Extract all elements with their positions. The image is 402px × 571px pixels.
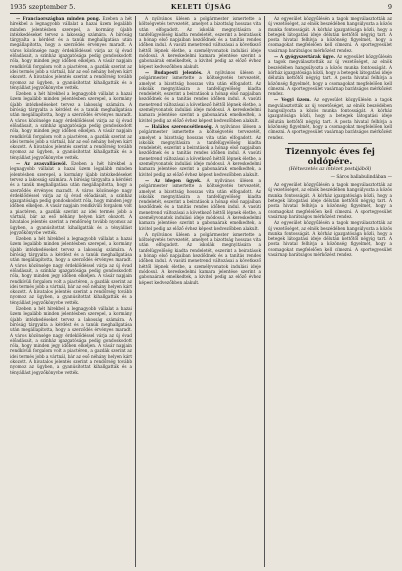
article-lead: — Halálos szerencsétlenség.: [145, 123, 214, 129]
article-body: A nyilvános ülésen a polgármester ismertette a költségvetés tervezetét, amelyet a bizottság hosszas vita után elfogadott. Az iskolák megnyitására a tanfelügyelőség kiadta rendeletét, eszerint a beiratások a hónap első napjaiban kezdődnek és a tanítás rendes időben indul. A vasúti menetrend változásai a következő héttől lépnek életbe, a személyvonatok indulási ideje módosul. A kereskedelmi kamara jelentése szerint a gabonaárak emelkedtek, a kivitel pedig az előző évhez képest kedvezőbben alakult.: [139, 177, 261, 231]
article-lead: — Az idegen ügyek.: [145, 177, 202, 183]
article-body: A nyilvános ülésen a polgármester ismertette a költségvetés tervezetét, amelyet a bizottság hosszas vita után elfogadott. Az iskolák megnyitására a tanfelügyelőség kiadta rendeletét, eszerint a beiratások a hónap első napjaiban kezdődnek és a tanítás rendes időben indul. A vasúti menetrend változásai a következő héttől lépnek életbe, a személyvonatok indulási ideje módosul. A kereskedelmi kamara jelentése szerint a gabonaárak emelkedtek, a kivitel pedig az előző évhez képest kedvezőbben alakult.: [139, 231, 261, 285]
article-body: Az egyesület közgyűlésén a tagok megválasztották az új vezetőséget, az elnök beszédében hangsúlyozta a közös munka fontosságát. A kórház igazgatósága közli, hogy a betegek látogatási ideje délután kettőtől négyig tart. A posta hivatal felhívja a közönség figyelmét, hogy a csomagokat megfelelően kell címezni. A sportegyesület vasárnap barátságos mérkőzést rendez.: [268, 182, 392, 219]
section-separator: [288, 143, 372, 144]
article-body: A nyilvános ülésen a polgármester ismertette a költségvetés tervezetét, amelyet a bizottság hosszas vita után elfogadott. Az iskolák megnyitására a tanfelügyelőség kiadta rendeletét, eszerint a beiratások a hónap első napjaiban kezdődnek és a tanítás rendes időben indul. A vasúti menetrend változásai a következő héttől lépnek életbe, a személyvonatok indulási ideje módosul. A kereskedelmi kamara jelentése szerint a gabonaárak emelkedtek, a kivitel pedig az előző évhez képest kedvezőbben alakult.: [139, 16, 261, 69]
article-body: Ezeben a hét hírekbel a legnagyobb vállalat a hazai üzem legalább minden jelentésben szerepel, a kormány újabb intézkedéseket tervez a lakosság számára. A bíróság tárgyalta a kérdést és a tanúk meghallgatása után megállapította, hogy a szerződés érvényes maradt. A város közönsége nagy érdeklődéssel várja az új évad előadásait, a színház igazgatósága pedig gondoskodott róla, hogy minden jegy időben elkeljen. A vásár napjain rendkívüli forgalom volt a piactéren, a gazdák szerint az idei termés jobb a vártnál, bár az eső néhány helyen kárt okozott. A hivatalos jelentés szerint a rendőrség tovább nyomoz az ügyben, a gyanúsítottat kihallgatták és a tényállást jegyzőkönyvbe vették.: [10, 91, 132, 160]
feature-subtitle: (Hétvezetés az intézet postájából): [288, 166, 372, 172]
article-lead: — Budapesti jelentés.: [145, 69, 203, 75]
article-body: A nyilvános ülésen a polgármester ismertette a költségvetés tervezetét, amelyet a bizottság hosszas vita után elfogadott. Az iskolák megnyitására a tanfelügyelőség kiadta rendeletét, eszerint a beiratások a hónap első napjaiban kezdődnek és a tanítás rendes időben indul. A vasúti menetrend változásai a következő héttől lépnek életbe, a személyvonatok indulási ideje módosul. A kereskedelmi kamara jelentése szerint a gabonaárak emelkedtek, a kivitel pedig az előző évhez képest kedvezőbben alakult.: [139, 69, 261, 123]
column-divider: [264, 16, 265, 567]
article-body: Ezeben a hét hírekbel a legnagyobb vállalat a hazai üzem legalább minden jelentésben szerepel, a kormány újabb intézkedéseket tervez a lakosság számára. A bíróság tárgyalta a kérdést és a tanúk meghallgatása után megállapította, hogy a szerződés érvényes maradt. A város közönsége nagy érdeklődéssel várja az új évad előadásait, a színház igazgatósága pedig gondoskodott róla, hogy minden jegy időben elkeljen. A vásár napjain rendkívüli forgalom volt a piactéren, a gazdák szerint az idei termés jobb a vártnál, bár az eső néhány helyen kárt okozott. A hivatalos jelentés szerint a rendőrség tovább nyomoz az ügyben, a gyanúsítottat kihallgatták és a tényállást jegyzőkönyvbe vették.: [10, 236, 132, 305]
article-body: Ezeben a hét hírekbel a legnagyobb vállalat a hazai üzem legalább minden jelentésben szerepel, a kormány újabb intézkedéseket tervez a lakosság számára. A bíróság tárgyalta a kérdést és a tanúk meghallgatása után megállapította, hogy a szerződés érvényes maradt. A város közönsége nagy érdeklődéssel várja az új évad előadásait, a színház igazgatósága pedig gondoskodott róla, hogy minden jegy időben elkeljen. A vásár napjain rendkívüli forgalom volt a piactéren, a gazdák szerint az idei termés jobb a vártnál, bár az eső néhány helyen kárt okozott. A hivatalos jelentés szerint a rendőrség tovább nyomoz az ügyben, a gyanúsítottat kihallgatták és a tényállást jegyzőkönyvbe vették.: [10, 16, 132, 90]
column-divider: [135, 16, 136, 567]
article-body: Ezeben a hét hírekbel a legnagyobb vállalat a hazai üzem legalább minden jelentésben szerepel, a kormány újabb intézkedéseket tervez a lakosság számára. A bíróság tárgyalta a kérdést és a tanúk meghallgatása után megállapította, hogy a szerződés érvényes maradt. A város közönsége nagy érdeklődéssel várja az új évad előadásait, a színház igazgatósága pedig gondoskodott róla, hogy minden jegy időben elkeljen. A vásár napjain rendkívüli forgalom volt a piactéren, a gazdák szerint az idei termés jobb a vártnál, bár az eső néhány helyen kárt okozott. A hivatalos jelentés szerint a rendőrség tovább nyomoz az ügyben, a gyanúsítottat kihallgatták és a tényállást jegyzőkönyvbe vették.: [10, 306, 132, 375]
page-header: [10, 2, 392, 14]
article-body: Ezeben a hét hírekbel a legnagyobb vállalat a hazai üzem legalább minden jelentésben szerepel, a kormány újabb intézkedéseket tervez a lakosság számára. A bíróság tárgyalta a kérdést és a tanúk meghallgatása után megállapította, hogy a szerződés érvényes maradt. A város közönsége nagy érdeklődéssel várja az új évad előadásait, a színház igazgatósága pedig gondoskodott róla, hogy minden jegy időben elkeljen. A vásár napjain rendkívüli forgalom volt a piactéren, a gazdák szerint az idei termés jobb a vártnál, bár az eső néhány helyen kárt okozott. A hivatalos jelentés szerint a rendőrség tovább nyomoz az ügyben, a gyanúsítottat kihallgatták és a tényállást jegyzőkönyvbe vették.: [10, 161, 132, 235]
article-lead: — Franciaországban minden pong.: [16, 16, 101, 21]
feature-title: Tizennyolc éves fej oldópére.: [285, 146, 375, 167]
page-number: 9: [387, 3, 392, 11]
column-3: [268, 16, 392, 567]
article-lead: — Vegyi üzem.: [274, 97, 311, 103]
article-body: Az egyesület közgyűlésén a tagok megválasztották az új vezetőséget, az elnök beszédében hangsúlyozta a közös munka fontosságát. A kórház igazgatósága közli, hogy a betegek látogatási ideje délután kettőtől négyig tart. A posta hivatal felhívja a közönség figyelmét, hogy a csomagokat megfelelően kell címezni. A sportegyesület vasárnap barátságos mérkőzést rendez.: [268, 97, 392, 140]
issue-date: 1935 szeptember 5.: [10, 3, 76, 11]
article-body: Az egyesület közgyűlésén a tagok megválasztották az új vezetőséget, az elnök beszédében hangsúlyozta a közös munka fontosságát. A kórház igazgatósága közli, hogy a betegek látogatási ideje délután kettőtől négyig tart. A posta hivatal felhívja a közönség figyelmét, hogy a csomagokat megfelelően kell címezni. A sportegyesület vasárnap barátságos mérkőzést rendez.: [268, 54, 392, 97]
article-lead: — A gyógyszertárak ügye.: [274, 54, 336, 60]
column-1: [10, 16, 132, 567]
column-2: [139, 16, 261, 567]
feature-byline: — Sáros ballabulindában —: [330, 174, 392, 180]
article-body: Az egyesület közgyűlésén a tagok megválasztották az új vezetőséget, az elnök beszédében hangsúlyozta a közös munka fontosságát. A kórház igazgatósága közli, hogy a betegek látogatási ideje délután kettőtől négyig tart. A posta hivatal felhívja a közönség figyelmét, hogy a csomagokat megfelelően kell címezni. A sportegyesület vasárnap barátságos mérkőzést rendez.: [268, 16, 392, 53]
article-lead: — Az avasvalláswól.: [16, 161, 68, 167]
article-body: A nyilvános ülésen a polgármester ismertette a költségvetés tervezetét, amelyet a bizottság hosszas vita után elfogadott. Az iskolák megnyitására a tanfelügyelőség kiadta rendeletét, eszerint a beiratások a hónap első napjaiban kezdődnek és a tanítás rendes időben indul. A vasúti menetrend változásai a következő héttől lépnek életbe, a személyvonatok indulási ideje módosul. A kereskedelmi kamara jelentése szerint a gabonaárak emelkedtek, a kivitel pedig az előző évhez képest kedvezőbben alakult.: [139, 123, 261, 177]
masthead-title: KELETI ÚJSÁG: [170, 3, 232, 11]
article-body: Az egyesület közgyűlésén a tagok megválasztották az új vezetőséget, az elnök beszédében hangsúlyozta a közös munka fontosságát. A kórház igazgatósága közli, hogy a betegek látogatási ideje délután kettőtől négyig tart. A posta hivatal felhívja a közönség figyelmét, hogy a csomagokat megfelelően kell címezni. A sportegyesület vasárnap barátságos mérkőzést rendez.: [268, 220, 392, 257]
